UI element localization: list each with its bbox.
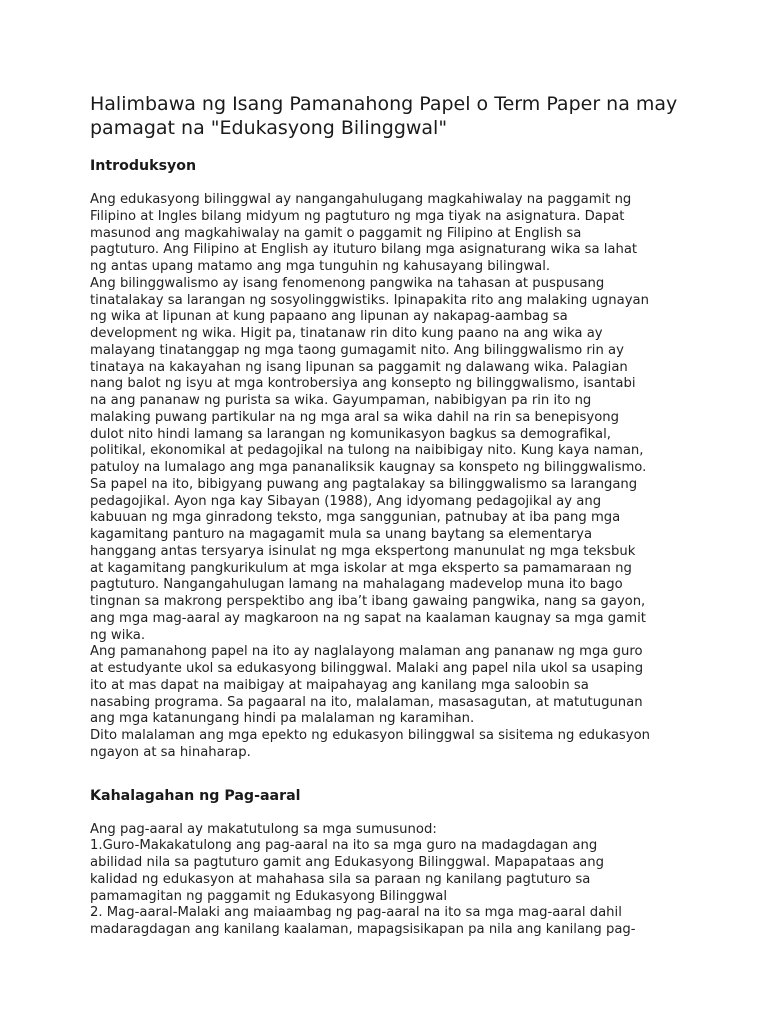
section-body-introduksyon: Ang edukasyong bilinggwal ay nangangahulugang magkahiwalay na paggamit ng Filipino at Ingles bilang midyum ng pagtuturo ng mga tiyak na asignatura. Dapat masunod ang magkahiwalay na gamit o paggamit ng Filipino at English sa pagtuturo. Ang Filipino at English ay ituturo bilang mga asignaturang wika sa lahat ng antas upang matamo ang mga tunguhin ng kahusayang bilingwal. Ang bilinggwalismo ay isang fenomenong pangwika na tahasan at puspusang tinatalakay sa larangan ng sosyolinggwistiks. Ipinapakita rito ang malaking ugnayan ng wika at lipunan at kung papaano ang lipunan ay nakapag-aambag sa development ng wika. Higit pa, tinatanaw rin dito kung paano na ang wika ay malayang tinatanggap ng mga taong gumagamit nito. Ang bilinggwalismo rin ay tinataya na kakayahan ng isang lipunan sa paggamit ng dalawang wika. Palagian nang balot ng isyu at mga kontrobersiya ang konsepto ng bilinggwalismo, isantabi na ang pananaw ng purista sa wika. Gayumpaman, nabibigyan pa rin ito ng malaking puwang partikular na ng mga aral sa wika dahil na rin sa benepisyong dulot nito hindi lamang sa larangan ng komunikasyon bagkus sa demografikal, politikal, ekonomikal at pedagojikal na tulong na naibibigay nito. Kung kaya naman, patuloy na lumalago ang mga pananaliksik kaugnay sa konspeto ng bilinggwalismo. Sa papel na ito, bibigyang puwang ang pagtalakay sa bilinggwalismo sa larangang pedagojikal. Ayon nga kay Sibayan (1988), Ang idyomang pedagojikal ay ang kabuuan ng mga ginradong teksto, mga sanggunian, patnubay at iba pang mga kagamitang panturo na magagamit mula sa unang baytang sa elementarya hanggang antas tersyarya isinulat ng mga ekspertong manunulat ng mga teksbuk at kagamitang pangkurikulum at mga iskolar at mga eksperto sa pamamaraan ng pagtuturo. Nangangahulugan lamang na mahalagang madevelop muna ito bago tingnan sa makrong perspektibo ang iba’t ibang gawaing pangwika, nang sa gayon, ang mga mag-aaral ay magkaroon na ng sapat na kaalaman kaugnay sa mga gamit ng wika. Ang pamanahong papel na ito ay naglalayong malaman ang pananaw ng mga guro at estudyante ukol sa edukasyong bilinggwal. Malaki ang papel nila ukol sa usaping ito at mas dapat na maibigay at maipahayag ang kanilang mga saloobin sa nasabing programa. Sa pagaaral na ito, malalaman, masasagutan, at matutugunan ang mga katanungang hindi pa malalaman ng karamihan. Dito malalaman ang mga epekto ng edukasyon bilinggwal sa sisitema ng edukasyon ngayon at sa hinaharap.: [90, 192, 650, 760]
section-body-kahalagahan: Ang pag-aaral ay makatutulong sa mga sumusunod: 1.Guro-Makakatulong ang pag-aaral na ito sa mga guro na madagdagan ang abilidad nila sa pagtuturo gamit ang Edukasyong Bilinggwal. Mapapataas ang kalidad ng edukasyon at mahahasa sila sa paraan ng kanilang pagtuturo sa pamamagitan ng paggamit ng Edukasyong Bilinggwal 2. Mag-aaral-Malaki ang maiaambag ng pag-aaral na ito sa mga mag-aaral dahil madaragdagan ang kanilang kaalaman, mapagsisikapan pa nila ang kanilang pag-: [90, 821, 636, 937]
document-page: [90, 92, 690, 939]
section-heading-kahalagahan: Kahalagahan ng Pag-aaral: [90, 787, 301, 804]
section-heading-introduksyon: Introduksyon: [90, 158, 197, 174]
document-title: Halimbawa ng Isang Pamanahong Papel o Term Paper na may pamagat na "Edukasyong Bilinggwal": [90, 93, 678, 139]
